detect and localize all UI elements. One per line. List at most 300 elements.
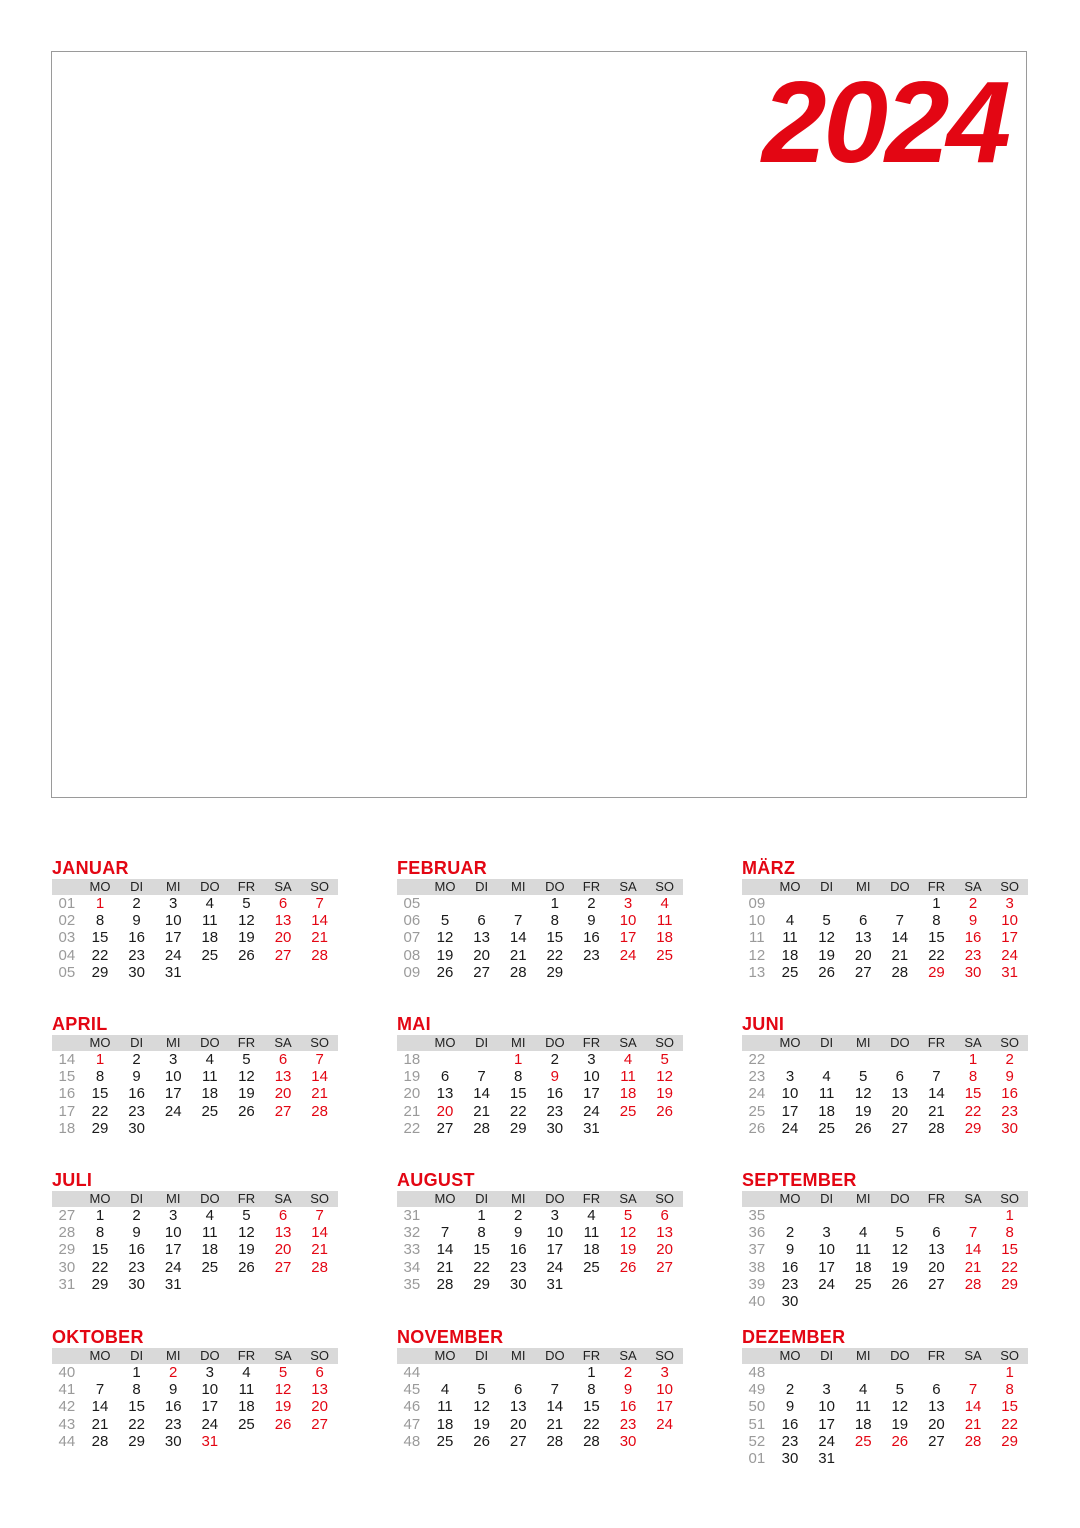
day-cell: 18 <box>436 1415 454 1433</box>
day-cell: 5 <box>278 1364 288 1381</box>
day-cell: 19 <box>619 1241 637 1259</box>
weekday-header: MO <box>434 1191 456 1206</box>
day-cell: 9 <box>132 912 141 930</box>
week-row <box>742 1085 1028 1102</box>
weekday-header-row <box>52 879 338 895</box>
weekday-header: DI <box>820 1348 834 1363</box>
week-number: 05 <box>58 963 76 981</box>
week-row <box>397 964 683 981</box>
week-number: 16 <box>58 1085 76 1103</box>
week-row <box>742 1433 1028 1450</box>
day-cell: 5 <box>895 1224 904 1242</box>
day-cell: 15 <box>546 929 564 947</box>
day-cell: 9 <box>785 1398 795 1416</box>
day-cell: 20 <box>436 1102 454 1120</box>
day-cell: 5 <box>440 912 450 930</box>
day-cell: 22 <box>583 1415 600 1433</box>
day-cell: 30 <box>128 1119 145 1137</box>
day-cell: 10 <box>201 1381 219 1399</box>
weekday-header: SO <box>655 1348 675 1363</box>
day-cell: 11 <box>656 912 673 930</box>
weekday-header: SO <box>310 879 330 894</box>
day-cell: 30 <box>509 1275 527 1293</box>
day-cell: 1 <box>132 1364 141 1381</box>
day-cell: 20 <box>928 1258 945 1276</box>
weekday-header: FR <box>582 1035 601 1050</box>
week-number: 35 <box>403 1275 421 1293</box>
weekday-header: MI <box>165 1191 181 1206</box>
day-cell: 18 <box>201 1085 219 1103</box>
month-block-mai <box>397 1014 683 1137</box>
weekday-header: FR <box>927 1191 946 1206</box>
day-cell: 13 <box>274 912 292 930</box>
day-cell: 26 <box>274 1415 292 1433</box>
day-cell: 1 <box>95 1207 105 1224</box>
day-cell: 5 <box>623 1207 633 1224</box>
week-number: 45 <box>403 1381 421 1399</box>
day-cell: 20 <box>854 946 872 964</box>
day-cell: 4 <box>587 1207 596 1224</box>
weekday-header: SO <box>310 1348 330 1363</box>
weekday-header: SA <box>619 879 637 894</box>
week-row <box>52 912 338 929</box>
day-cell: 14 <box>311 912 328 930</box>
day-cell: 5 <box>859 1068 868 1086</box>
week-row <box>742 912 1028 929</box>
day-cell: 11 <box>437 1398 453 1416</box>
day-cell: 21 <box>311 1241 328 1259</box>
weekday-header: MO <box>89 1191 111 1206</box>
day-cell: 20 <box>891 1102 909 1120</box>
day-cell: 28 <box>546 1432 564 1450</box>
day-cell: 6 <box>315 1364 324 1381</box>
week-number: 15 <box>58 1068 76 1086</box>
day-cell: 1 <box>968 1051 978 1068</box>
day-cell: 19 <box>238 929 255 947</box>
weekday-header: DI <box>820 1191 834 1206</box>
week-number: 08 <box>403 946 421 964</box>
day-cell: 31 <box>818 1449 835 1467</box>
weekday-header: SA <box>619 1035 637 1050</box>
day-cell: 15 <box>91 1085 109 1103</box>
weekday-header: SA <box>964 1035 982 1050</box>
day-cell: 5 <box>242 895 251 912</box>
day-cell: 7 <box>968 1224 978 1242</box>
weekday-header: MO <box>89 1348 111 1363</box>
day-cell: 18 <box>619 1085 637 1103</box>
week-number: 18 <box>58 1119 76 1137</box>
week-number-header <box>397 1348 427 1364</box>
day-cell: 1 <box>95 895 105 912</box>
day-cell: 27 <box>311 1415 328 1433</box>
month-block-märz <box>742 858 1028 981</box>
day-cell: 28 <box>583 1432 600 1450</box>
month-block-november <box>397 1327 683 1450</box>
day-cell: 6 <box>932 1381 941 1399</box>
day-cell: 31 <box>164 963 182 981</box>
week-number: 01 <box>748 1449 766 1467</box>
month-title: JANUAR <box>52 858 129 878</box>
day-cell: 28 <box>311 1102 328 1120</box>
day-cell: 7 <box>968 1381 978 1399</box>
weekday-header: MI <box>855 1348 871 1363</box>
weekday-header: FR <box>582 1348 601 1363</box>
day-cell: 7 <box>514 912 523 930</box>
day-cell: 22 <box>964 1102 982 1120</box>
day-cell: 26 <box>891 1432 909 1450</box>
week-row <box>52 1398 338 1415</box>
weekday-header: SA <box>619 1191 637 1206</box>
week-number: 24 <box>748 1085 766 1103</box>
day-cell: 18 <box>818 1102 835 1120</box>
weekday-header: DO <box>890 1348 910 1363</box>
week-number-header <box>397 1035 427 1051</box>
day-cell: 8 <box>132 1381 141 1399</box>
day-cell: 28 <box>311 946 328 964</box>
day-cell: 16 <box>128 1085 145 1103</box>
day-cell: 8 <box>587 1381 596 1399</box>
day-cell: 31 <box>1001 963 1018 981</box>
day-cell: 3 <box>550 1207 559 1224</box>
day-cell: 18 <box>854 1415 872 1433</box>
day-cell: 12 <box>619 1224 637 1242</box>
weekday-header: MO <box>779 1035 801 1050</box>
day-cell: 19 <box>818 946 835 964</box>
week-number-header <box>52 1035 82 1051</box>
month-block-september <box>742 1170 1028 1310</box>
week-number: 49 <box>748 1381 766 1399</box>
day-cell: 29 <box>928 963 945 981</box>
day-cell: 23 <box>781 1432 799 1450</box>
week-number-header <box>742 1035 772 1051</box>
photo-placeholder-frame <box>51 51 1027 798</box>
day-cell: 22 <box>1001 1415 1018 1433</box>
week-number: 20 <box>403 1085 421 1103</box>
day-cell: 13 <box>509 1398 527 1416</box>
week-number: 22 <box>748 1051 766 1068</box>
weekday-header: MO <box>89 1035 111 1050</box>
day-cell: 19 <box>274 1398 292 1416</box>
day-cell: 4 <box>623 1051 633 1068</box>
week-number-header <box>742 1348 772 1364</box>
weekday-header: SA <box>274 1348 292 1363</box>
week-row <box>52 1051 338 1068</box>
week-number: 33 <box>403 1241 421 1259</box>
day-cell: 31 <box>164 1275 182 1293</box>
day-cell: 28 <box>473 1119 490 1137</box>
day-cell: 7 <box>932 1068 941 1086</box>
week-number-header <box>52 879 82 895</box>
day-cell: 13 <box>274 1068 292 1086</box>
week-row <box>397 1276 683 1293</box>
day-cell: 4 <box>859 1381 868 1399</box>
week-row <box>742 1207 1028 1224</box>
day-cell: 10 <box>164 1068 182 1086</box>
day-cell: 8 <box>932 912 941 930</box>
week-number: 04 <box>58 946 76 964</box>
day-cell: 11 <box>818 1085 835 1103</box>
day-cell: 21 <box>473 1102 490 1120</box>
day-cell: 26 <box>854 1119 872 1137</box>
weekday-header: DO <box>890 1191 910 1206</box>
day-cell: 4 <box>205 895 214 912</box>
day-cell: 25 <box>583 1258 600 1276</box>
week-number: 26 <box>748 1119 766 1137</box>
weekday-header: MO <box>434 1035 456 1050</box>
year-title: 2024 <box>761 57 1008 187</box>
weekday-header: SA <box>964 879 982 894</box>
weekday-header: FR <box>927 1035 946 1050</box>
day-cell: 2 <box>587 895 596 912</box>
day-cell: 9 <box>132 1068 141 1086</box>
weekday-header-row <box>52 1035 338 1051</box>
day-cell: 28 <box>964 1432 982 1450</box>
weekday-header: DO <box>890 1035 910 1050</box>
weekday-header: DO <box>200 879 220 894</box>
weekday-header: DI <box>475 1348 489 1363</box>
weekday-header: DO <box>545 1191 565 1206</box>
week-number: 13 <box>748 963 766 981</box>
week-number: 48 <box>748 1364 766 1381</box>
week-row <box>52 1276 338 1293</box>
day-cell: 27 <box>274 1258 292 1276</box>
weekday-header: FR <box>582 879 601 894</box>
day-cell: 22 <box>91 1102 109 1120</box>
day-cell: 21 <box>891 946 909 964</box>
day-cell: 24 <box>619 946 637 964</box>
week-row <box>52 1207 338 1224</box>
week-row <box>52 1103 338 1120</box>
day-cell: 6 <box>278 895 288 912</box>
day-cell: 18 <box>201 929 219 947</box>
day-cell: 14 <box>891 929 909 947</box>
day-cell: 29 <box>91 963 109 981</box>
day-cell: 19 <box>473 1415 490 1433</box>
day-cell: 28 <box>436 1275 454 1293</box>
week-row <box>52 1259 338 1276</box>
day-cell: 1 <box>1005 1207 1014 1224</box>
day-cell: 2 <box>968 895 978 912</box>
day-cell: 13 <box>274 1224 292 1242</box>
week-number: 30 <box>58 1258 76 1276</box>
day-cell: 28 <box>891 963 909 981</box>
day-cell: 10 <box>619 912 637 930</box>
weekday-header-row <box>52 1348 338 1364</box>
week-row <box>742 964 1028 981</box>
day-cell: 18 <box>781 946 799 964</box>
week-number: 18 <box>403 1051 421 1068</box>
day-cell: 13 <box>436 1085 454 1103</box>
day-cell: 15 <box>509 1085 527 1103</box>
day-cell: 29 <box>473 1275 490 1293</box>
day-cell: 9 <box>550 1068 559 1086</box>
week-row <box>742 1259 1028 1276</box>
weekday-header-row <box>397 1035 683 1051</box>
day-cell: 9 <box>968 912 978 930</box>
day-cell: 2 <box>514 1207 523 1224</box>
day-cell: 23 <box>128 946 145 964</box>
week-number: 31 <box>403 1207 421 1224</box>
day-cell: 5 <box>660 1051 669 1068</box>
day-cell: 3 <box>660 1364 669 1381</box>
day-cell: 17 <box>164 1241 182 1259</box>
day-cell: 4 <box>205 1207 214 1224</box>
week-row <box>742 929 1028 946</box>
day-cell: 10 <box>164 912 182 930</box>
day-cell: 19 <box>854 1102 872 1120</box>
day-cell: 27 <box>854 963 872 981</box>
day-cell: 7 <box>315 1207 324 1224</box>
day-cell: 18 <box>583 1241 600 1259</box>
day-cell: 17 <box>1001 929 1018 947</box>
week-row <box>397 912 683 929</box>
day-cell: 15 <box>928 929 945 947</box>
week-number-header <box>52 1348 82 1364</box>
week-number: 07 <box>403 929 421 947</box>
month-block-dezember <box>742 1327 1028 1467</box>
day-cell: 28 <box>928 1119 945 1137</box>
day-cell: 8 <box>95 912 105 930</box>
day-cell: 25 <box>201 946 219 964</box>
day-cell: 11 <box>202 1224 218 1242</box>
day-cell: 12 <box>891 1241 909 1259</box>
day-cell: 17 <box>656 1398 673 1416</box>
day-cell: 17 <box>583 1085 600 1103</box>
day-cell: 26 <box>238 1258 255 1276</box>
day-cell: 10 <box>781 1085 799 1103</box>
day-cell: 2 <box>132 1051 141 1068</box>
week-number-header <box>742 879 772 895</box>
day-cell: 11 <box>202 912 218 930</box>
day-cell: 4 <box>822 1068 831 1086</box>
week-number: 46 <box>403 1398 421 1416</box>
weekday-header: SO <box>1000 1348 1020 1363</box>
day-cell: 24 <box>164 1102 182 1120</box>
day-cell: 6 <box>932 1224 941 1242</box>
day-cell: 22 <box>509 1102 527 1120</box>
day-cell: 10 <box>164 1224 182 1242</box>
day-cell: 28 <box>509 963 527 981</box>
day-cell: 20 <box>928 1415 945 1433</box>
week-row <box>742 1450 1028 1467</box>
weekday-header: DI <box>130 1348 144 1363</box>
weekday-header: MI <box>855 879 871 894</box>
day-cell: 15 <box>1001 1241 1018 1259</box>
day-cell: 24 <box>201 1415 219 1433</box>
week-row <box>397 1068 683 1085</box>
day-cell: 3 <box>822 1381 831 1399</box>
day-cell: 30 <box>619 1432 637 1450</box>
weekday-header: MO <box>434 1348 456 1363</box>
day-cell: 26 <box>238 1102 255 1120</box>
week-row <box>397 895 683 912</box>
week-row <box>52 1085 338 1102</box>
week-row <box>397 929 683 946</box>
day-cell: 24 <box>818 1275 835 1293</box>
day-cell: 20 <box>656 1241 673 1259</box>
weekday-header: MI <box>165 879 181 894</box>
day-cell: 18 <box>656 929 673 947</box>
day-cell: 6 <box>895 1068 904 1086</box>
day-cell: 27 <box>274 1102 292 1120</box>
day-cell: 31 <box>583 1119 600 1137</box>
weekday-header: DO <box>200 1035 220 1050</box>
day-cell: 1 <box>95 1051 105 1068</box>
day-cell: 23 <box>164 1415 182 1433</box>
weekday-header-row <box>742 1348 1028 1364</box>
day-cell: 3 <box>1005 895 1014 912</box>
day-cell: 27 <box>891 1119 909 1137</box>
day-cell: 25 <box>854 1432 872 1450</box>
weekday-header: MI <box>855 1191 871 1206</box>
week-number: 19 <box>403 1068 421 1086</box>
weekday-header: FR <box>927 879 946 894</box>
week-row <box>397 1120 683 1137</box>
day-cell: 16 <box>546 1085 564 1103</box>
day-cell: 25 <box>238 1415 255 1433</box>
month-block-oktober <box>52 1327 338 1450</box>
week-row <box>397 1224 683 1241</box>
day-cell: 23 <box>128 1258 145 1276</box>
day-cell: 29 <box>1001 1432 1018 1450</box>
day-cell: 7 <box>477 1068 486 1086</box>
day-cell: 26 <box>619 1258 637 1276</box>
month-title: JUNI <box>742 1014 785 1034</box>
day-cell: 19 <box>238 1241 255 1259</box>
weekday-header: SA <box>274 1035 292 1050</box>
week-number: 05 <box>403 895 421 912</box>
day-cell: 16 <box>128 929 145 947</box>
day-cell: 30 <box>546 1119 564 1137</box>
weekday-header: MO <box>779 1348 801 1363</box>
week-number: 14 <box>58 1051 76 1068</box>
weekday-header: SA <box>964 1348 982 1363</box>
day-cell: 26 <box>891 1275 909 1293</box>
weekday-header: MI <box>510 1035 526 1050</box>
week-number: 34 <box>403 1258 421 1276</box>
day-cell: 26 <box>818 963 835 981</box>
month-block-februar <box>397 858 683 981</box>
weekday-header: MO <box>779 879 801 894</box>
week-row <box>397 1259 683 1276</box>
weekday-header: FR <box>237 1035 256 1050</box>
day-cell: 17 <box>164 1085 182 1103</box>
weekday-header-row <box>742 1035 1028 1051</box>
day-cell: 16 <box>128 1241 145 1259</box>
month-title: SEPTEMBER <box>742 1170 857 1190</box>
day-cell: 22 <box>128 1415 145 1433</box>
day-cell: 6 <box>859 912 868 930</box>
week-number: 38 <box>748 1258 766 1276</box>
weekday-header: SO <box>655 1035 675 1050</box>
day-cell: 23 <box>546 1102 564 1120</box>
day-cell: 8 <box>95 1068 105 1086</box>
day-cell: 28 <box>964 1275 982 1293</box>
day-cell: 17 <box>619 929 637 947</box>
day-cell: 12 <box>818 929 835 947</box>
day-cell: 6 <box>440 1068 450 1086</box>
week-number: 37 <box>748 1241 766 1259</box>
month-block-januar <box>52 858 338 981</box>
week-row <box>52 1068 338 1085</box>
weekday-header: DO <box>545 1035 565 1050</box>
week-row <box>52 1120 338 1137</box>
day-cell: 24 <box>656 1415 673 1433</box>
weekday-header: SO <box>1000 1191 1020 1206</box>
month-block-juli <box>52 1170 338 1293</box>
day-cell: 27 <box>274 946 292 964</box>
week-number: 29 <box>58 1241 76 1259</box>
